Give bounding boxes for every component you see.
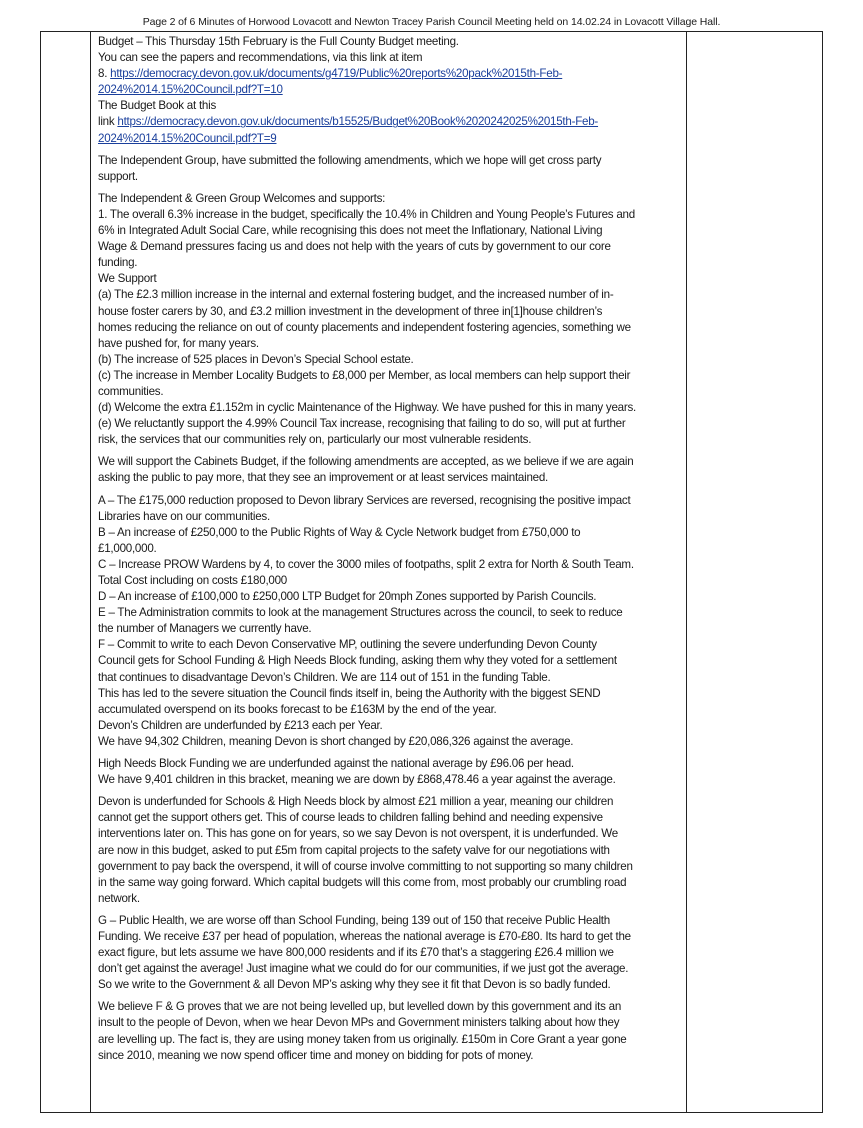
line-text: (b) The increase of 525 places in Devon’s Special School estate. [98,352,414,366]
text-line [98,573,684,589]
line-text: link [98,115,118,129]
line-text: (e) We reluctantly support the 4.99% Council Tax increase, recognising that failing to do so, will put at further [98,417,626,431]
text-line [98,843,684,859]
line-text: interventions later on. This has gone on for years, so we say Devon is not overspent, it is underfunded. We [98,827,618,841]
text-line [98,131,684,147]
text-line [98,400,684,416]
text-line [98,810,684,826]
left-column-divider [90,32,91,1112]
line-text: We believe F & G proves that we are not being levelled up, but levelled down by this government and its an [98,1000,622,1014]
text-line [98,557,684,573]
right-column-divider [686,32,687,1112]
line-text: C – Increase PROW Wardens by 4, to cover the 3000 miles of footpaths, split 2 extra for North & South Team. [98,557,634,571]
line-text: We will support the Cabinets Budget, if the following amendments are accepted, as we believe if we are again [98,455,634,469]
line-text: So we write to the Government & all Devon MP’s asking why they see it fit that Devon is so badly funded. [98,978,611,992]
text-line [98,913,684,929]
line-text: are levelling up. The fact is, they are using money taken from us originally. £150m in Core Grant a year gone [98,1032,627,1046]
line-text: asking the public to pay more, that they see an improvement or at least services maintained. [98,471,549,485]
paragraph [98,34,684,147]
line-text: (d) Welcome the extra £1.152m in cyclic Maintenance of the Highway. We have pushed for this in many years. [98,401,636,415]
text-line [98,66,684,82]
text-line [98,621,684,637]
text-line [98,287,684,303]
line-text: F – Commit to write to each Devon Conservative MP, outlining the severe underfunding Devon County [98,638,597,652]
text-line [98,702,684,718]
line-text: Devon’s Children are underfunded by £213 each per Year. [98,718,383,732]
paragraph [98,794,684,907]
line-text: (a) The £2.3 million increase in the internal and external fostering budget, and the increased number of in- [98,288,614,302]
paragraph [98,756,684,788]
paragraph [98,153,684,185]
line-text: accumulated overspend on its books forecast to be £163M by the end of the year. [98,702,497,716]
line-text: You can see the papers and recommendations, via this link at item [98,51,423,65]
text-line [98,999,684,1015]
line-text: the number of Managers we currently have. [98,622,312,636]
text-line [98,772,684,788]
text-line [98,352,684,368]
line-text: support. [98,169,138,183]
text-line [98,320,684,336]
document-link[interactable]: 2024%2014.15%20Council.pdf?T=9 [98,131,277,145]
line-text: 8. [98,67,111,81]
text-line [98,493,684,509]
text-line [98,670,684,686]
text-line [98,541,684,557]
text-line [98,271,684,287]
text-line [98,416,684,432]
document-link[interactable]: https://democracy.devon.gov.uk/documents/b15525/Budget%20Book%2020242025%2015th-Feb- [117,115,599,129]
line-text: homes reducing the reliance on out of county placements and independent fostering agencies, something we [98,320,631,334]
line-text: 1. The overall 6.3% increase in the budget, specifically the 10.4% in Children and Young People’s Futures and [98,207,635,221]
line-text: funding. [98,256,138,270]
line-text: The Independent Group, have submitted the following amendments, which we hope will get cross party [98,153,602,167]
text-line [98,945,684,961]
text-line [98,605,684,621]
line-text: A – The £175,000 reduction proposed to Devon library Services are reversed, recognising the positive impact [98,493,631,507]
text-line [98,718,684,734]
paragraph [98,913,684,993]
text-line [98,875,684,891]
line-text: The Budget Book at this [98,99,216,113]
line-text: G – Public Health, we are worse off than School Funding, being 139 out of 150 that receive Public Health [98,913,610,927]
text-line [98,191,684,207]
text-line [98,794,684,810]
line-text: 6% in Integrated Adult Social Care, while recognising this does not meet the Inflationary, National Living [98,224,603,238]
text-line [98,1048,684,1064]
text-line [98,98,684,114]
minutes-table [40,31,823,1113]
line-text: in the same way going forward. Which capital budgets will this come from, most probably our crumbling road [98,875,627,889]
line-text: Budget – This Thursday 15th February is the Full County Budget meeting. [98,35,459,48]
line-text: since 2010, meaning we now spend officer time and money on bidding for pots of money. [98,1048,534,1062]
line-text: Funding. We receive £37 per head of population, whereas the national average is £70-£80. Its hard to get the [98,929,631,943]
line-text: communities. [98,384,164,398]
line-text: E – The Administration commits to look at the management Structures across the council, to seek to reduce [98,606,623,620]
text-line [98,34,684,50]
line-text: Libraries have on our communities. [98,509,270,523]
text-line [98,223,684,239]
line-text: B – An increase of £250,000 to the Public Rights of Way & Cycle Network budget from £750,000 to [98,525,581,539]
text-line [98,977,684,993]
text-line [98,961,684,977]
line-text: The Independent & Green Group Welcomes and supports: [98,191,386,205]
text-line [98,1015,684,1031]
line-text: that continues to disadvantage Devon’s Children. We are 114 out of 151 in the funding Table. [98,670,551,684]
paragraph [98,191,684,449]
text-line [98,756,684,772]
text-line [98,891,684,907]
line-text: exact figure, but lets assume we have 800,000 residents and if its £70 that’s a staggering £26.4 million we [98,946,614,960]
line-text: insult to the people of Devon, when we hear Devon MPs and Government ministers talking about how they [98,1016,620,1030]
line-text: High Needs Block Funding we are underfunded against the national average by £96.06 per head. [98,757,574,771]
text-line [98,509,684,525]
line-text: Total Cost including on costs £180,000 [98,574,288,587]
text-line [98,336,684,352]
paragraph [98,493,684,751]
line-text: network. [98,891,140,905]
line-text: have pushed for, for many years. [98,336,259,350]
text-line [98,525,684,541]
text-line [98,929,684,945]
text-line [98,859,684,875]
line-text: This has led to the severe situation the Council finds itself in, being the Authority with the biggest SEND [98,686,601,700]
text-line [98,368,684,384]
text-line [98,454,684,470]
text-line [98,734,684,750]
text-line [98,589,684,605]
line-text: We have 94,302 Children, meaning Devon is short changed by £20,086,326 against the average. [98,734,574,748]
text-line [98,255,684,271]
text-line [98,637,684,653]
text-line [98,384,684,400]
text-line [98,432,684,448]
line-text: cannot get the support others get. This of course leads to children falling behind and needing expensive [98,811,603,825]
text-line [98,686,684,702]
line-text: (c) The increase in Member Locality Budgets to £8,000 per Member, as local members can help support their [98,368,631,382]
text-line [98,470,684,486]
text-line [98,50,684,66]
line-text: don’t get against the average! Just imagine what we could do for our communities, if we just got the average. [98,962,629,976]
text-line [98,207,684,223]
text-line [98,82,684,98]
line-text: government to pay back the overspend, it will of course involve committing to not supporting so many children [98,859,633,873]
text-line [98,153,684,169]
paragraph [98,999,684,1063]
text-line [98,114,684,130]
line-text: house foster carers by 30, and £3.2 million investment in the development of three in[1]house children’s [98,304,603,318]
paragraph [98,454,684,486]
text-line [98,239,684,255]
text-line [98,304,684,320]
line-text: are now in this budget, asked to put £5m from capital projects to the safety valve for our negotiations with [98,843,610,857]
document-link[interactable]: https://democracy.devon.gov.uk/documents/g4719/Public%20reports%20pack%2015th-Feb- [110,67,563,81]
text-line [98,169,684,185]
line-text: risk, the services that our communities rely on, particularly our most vulnerable residents. [98,433,532,447]
text-line [98,826,684,842]
text-line [98,653,684,669]
document-link[interactable]: 2024%2014.15%20Council.pdf?T=10 [98,83,283,97]
line-text: Devon is underfunded for Schools & High Needs block by almost £21 million a year, meaning our children [98,795,614,809]
minutes-content [98,34,684,1064]
line-text: £1,000,000. [98,541,157,555]
line-text: Wage & Demand pressures facing us and does not help with the years of cuts by government to our core [98,240,611,254]
page-header: Page 2 of 6 Minutes of Horwood Lovacott and Newton Tracey Parish Council Meeting held on 14.02.24 in Lovacott Village Hall. [142,16,721,28]
text-line [98,1032,684,1048]
line-text: We Support [98,272,157,286]
line-text: D – An increase of £100,000 to £250,000 LTP Budget for 20mph Zones supported by Parish Councils. [98,590,597,604]
line-text: Council gets for School Funding & High Needs Block funding, asking them why they voted for a settlement [98,654,617,668]
line-text: We have 9,401 children in this bracket, meaning we are down by £868,478.46 a year against the average. [98,773,616,787]
